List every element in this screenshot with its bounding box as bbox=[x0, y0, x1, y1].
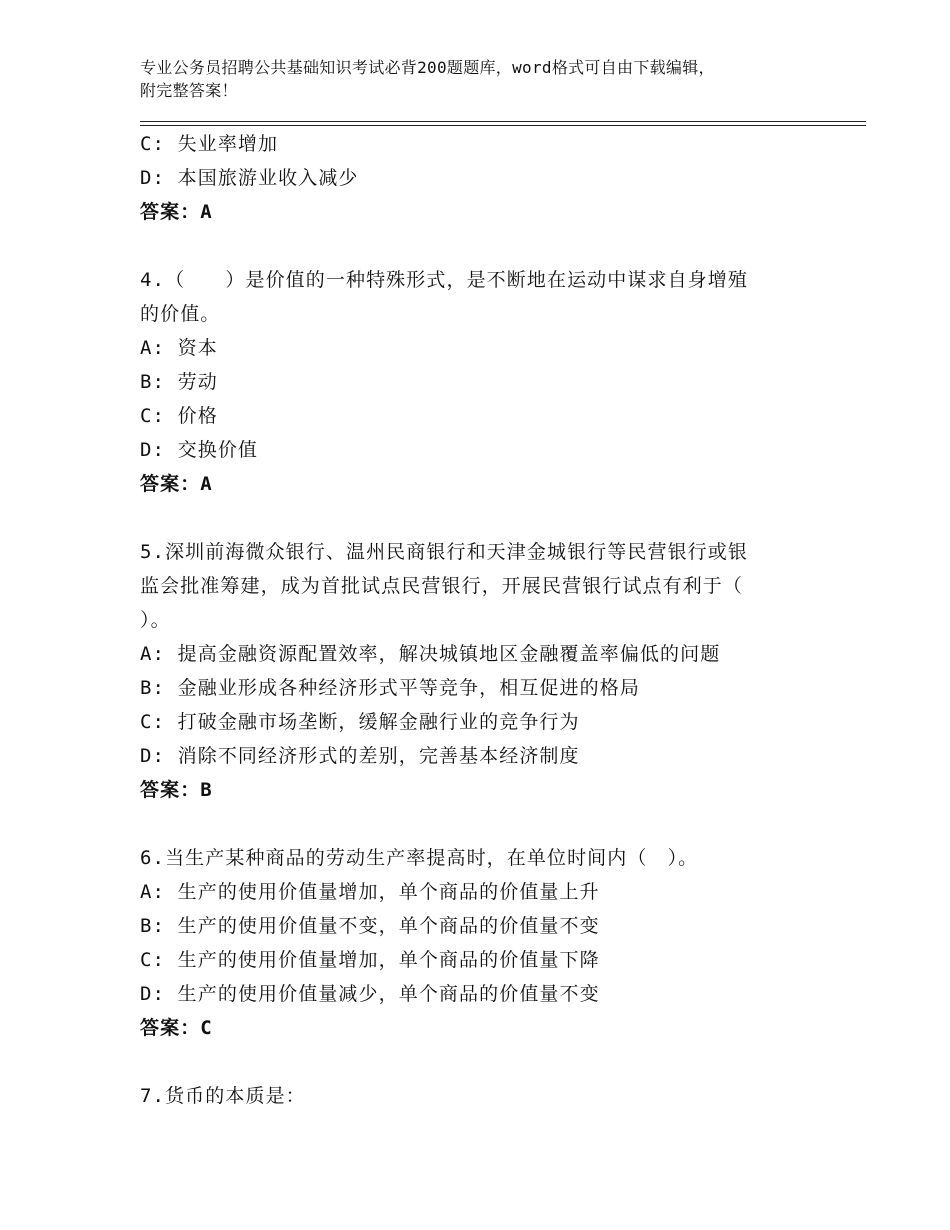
question-3-tail bbox=[140, 127, 840, 229]
option-a: A: 提高金融资源配置效率，解决城镇地区金融覆盖率偏低的问题 bbox=[140, 643, 721, 665]
header-rule-top bbox=[140, 121, 866, 122]
answer-label: 答案：A bbox=[140, 201, 213, 223]
answer-label: 答案：A bbox=[140, 473, 213, 495]
question-stem: 6.当生产某种商品的劳动生产率提高时，在单位时间内（ ）。 bbox=[140, 847, 699, 869]
spacer bbox=[140, 807, 840, 841]
answer-label: 答案：B bbox=[140, 779, 213, 801]
spacer bbox=[140, 501, 840, 535]
option-d: D: 交换价值 bbox=[140, 439, 259, 461]
question-stem-continued: ）。 bbox=[140, 609, 171, 631]
option-d: D: 本国旅游业收入减少 bbox=[140, 167, 359, 189]
option-d: D: 消除不同经济形式的差别，完善基本经济制度 bbox=[140, 745, 580, 767]
option-c: C: 价格 bbox=[140, 405, 218, 427]
header-rule-bottom bbox=[140, 125, 866, 126]
answer-label: 答案：C bbox=[140, 1017, 213, 1039]
option-d: D: 生产的使用价值量减少，单个商品的价值量不变 bbox=[140, 983, 600, 1005]
question-7 bbox=[140, 1079, 840, 1113]
question-4 bbox=[140, 263, 840, 501]
option-a: A: 生产的使用价值量增加，单个商品的价值量上升 bbox=[140, 881, 600, 903]
question-stem: 7.货币的本质是： bbox=[140, 1085, 306, 1107]
spacer bbox=[140, 1045, 840, 1079]
question-6 bbox=[140, 841, 840, 1045]
option-c: C: 打破金融市场垄断，缓解金融行业的竞争行为 bbox=[140, 711, 580, 733]
question-stem-continued: 监会批准筹建，成为首批试点民营银行，开展民营银行试点有利于（ bbox=[140, 575, 744, 597]
option-b: B: 金融业形成各种经济形式平等竞争，相互促进的格局 bbox=[140, 677, 640, 699]
option-b: B: 生产的使用价值量不变，单个商品的价值量不变 bbox=[140, 915, 600, 937]
document-body bbox=[140, 127, 840, 1113]
option-c: C: 失业率增加 bbox=[140, 133, 279, 155]
spacer bbox=[140, 229, 840, 263]
question-stem-continued: 的价值。 bbox=[140, 303, 221, 325]
question-stem: 4.（ ）是价值的一种特殊形式，是不断地在运动中谋求自身增殖 bbox=[140, 269, 748, 291]
header-line-2: 附完整答案！ bbox=[140, 81, 238, 100]
option-a: A: 资本 bbox=[140, 337, 218, 359]
question-5 bbox=[140, 535, 840, 807]
header-line-1: 专业公务员招聘公共基础知识考试必背200题题库，word格式可自由下载编辑， bbox=[140, 58, 715, 77]
question-stem: 5.深圳前海微众银行、温州民商银行和天津金城银行等民营银行或银 bbox=[140, 541, 748, 563]
document-header bbox=[140, 56, 820, 102]
option-b: B: 劳动 bbox=[140, 371, 218, 393]
option-c: C: 生产的使用价值量增加，单个商品的价值量下降 bbox=[140, 949, 600, 971]
